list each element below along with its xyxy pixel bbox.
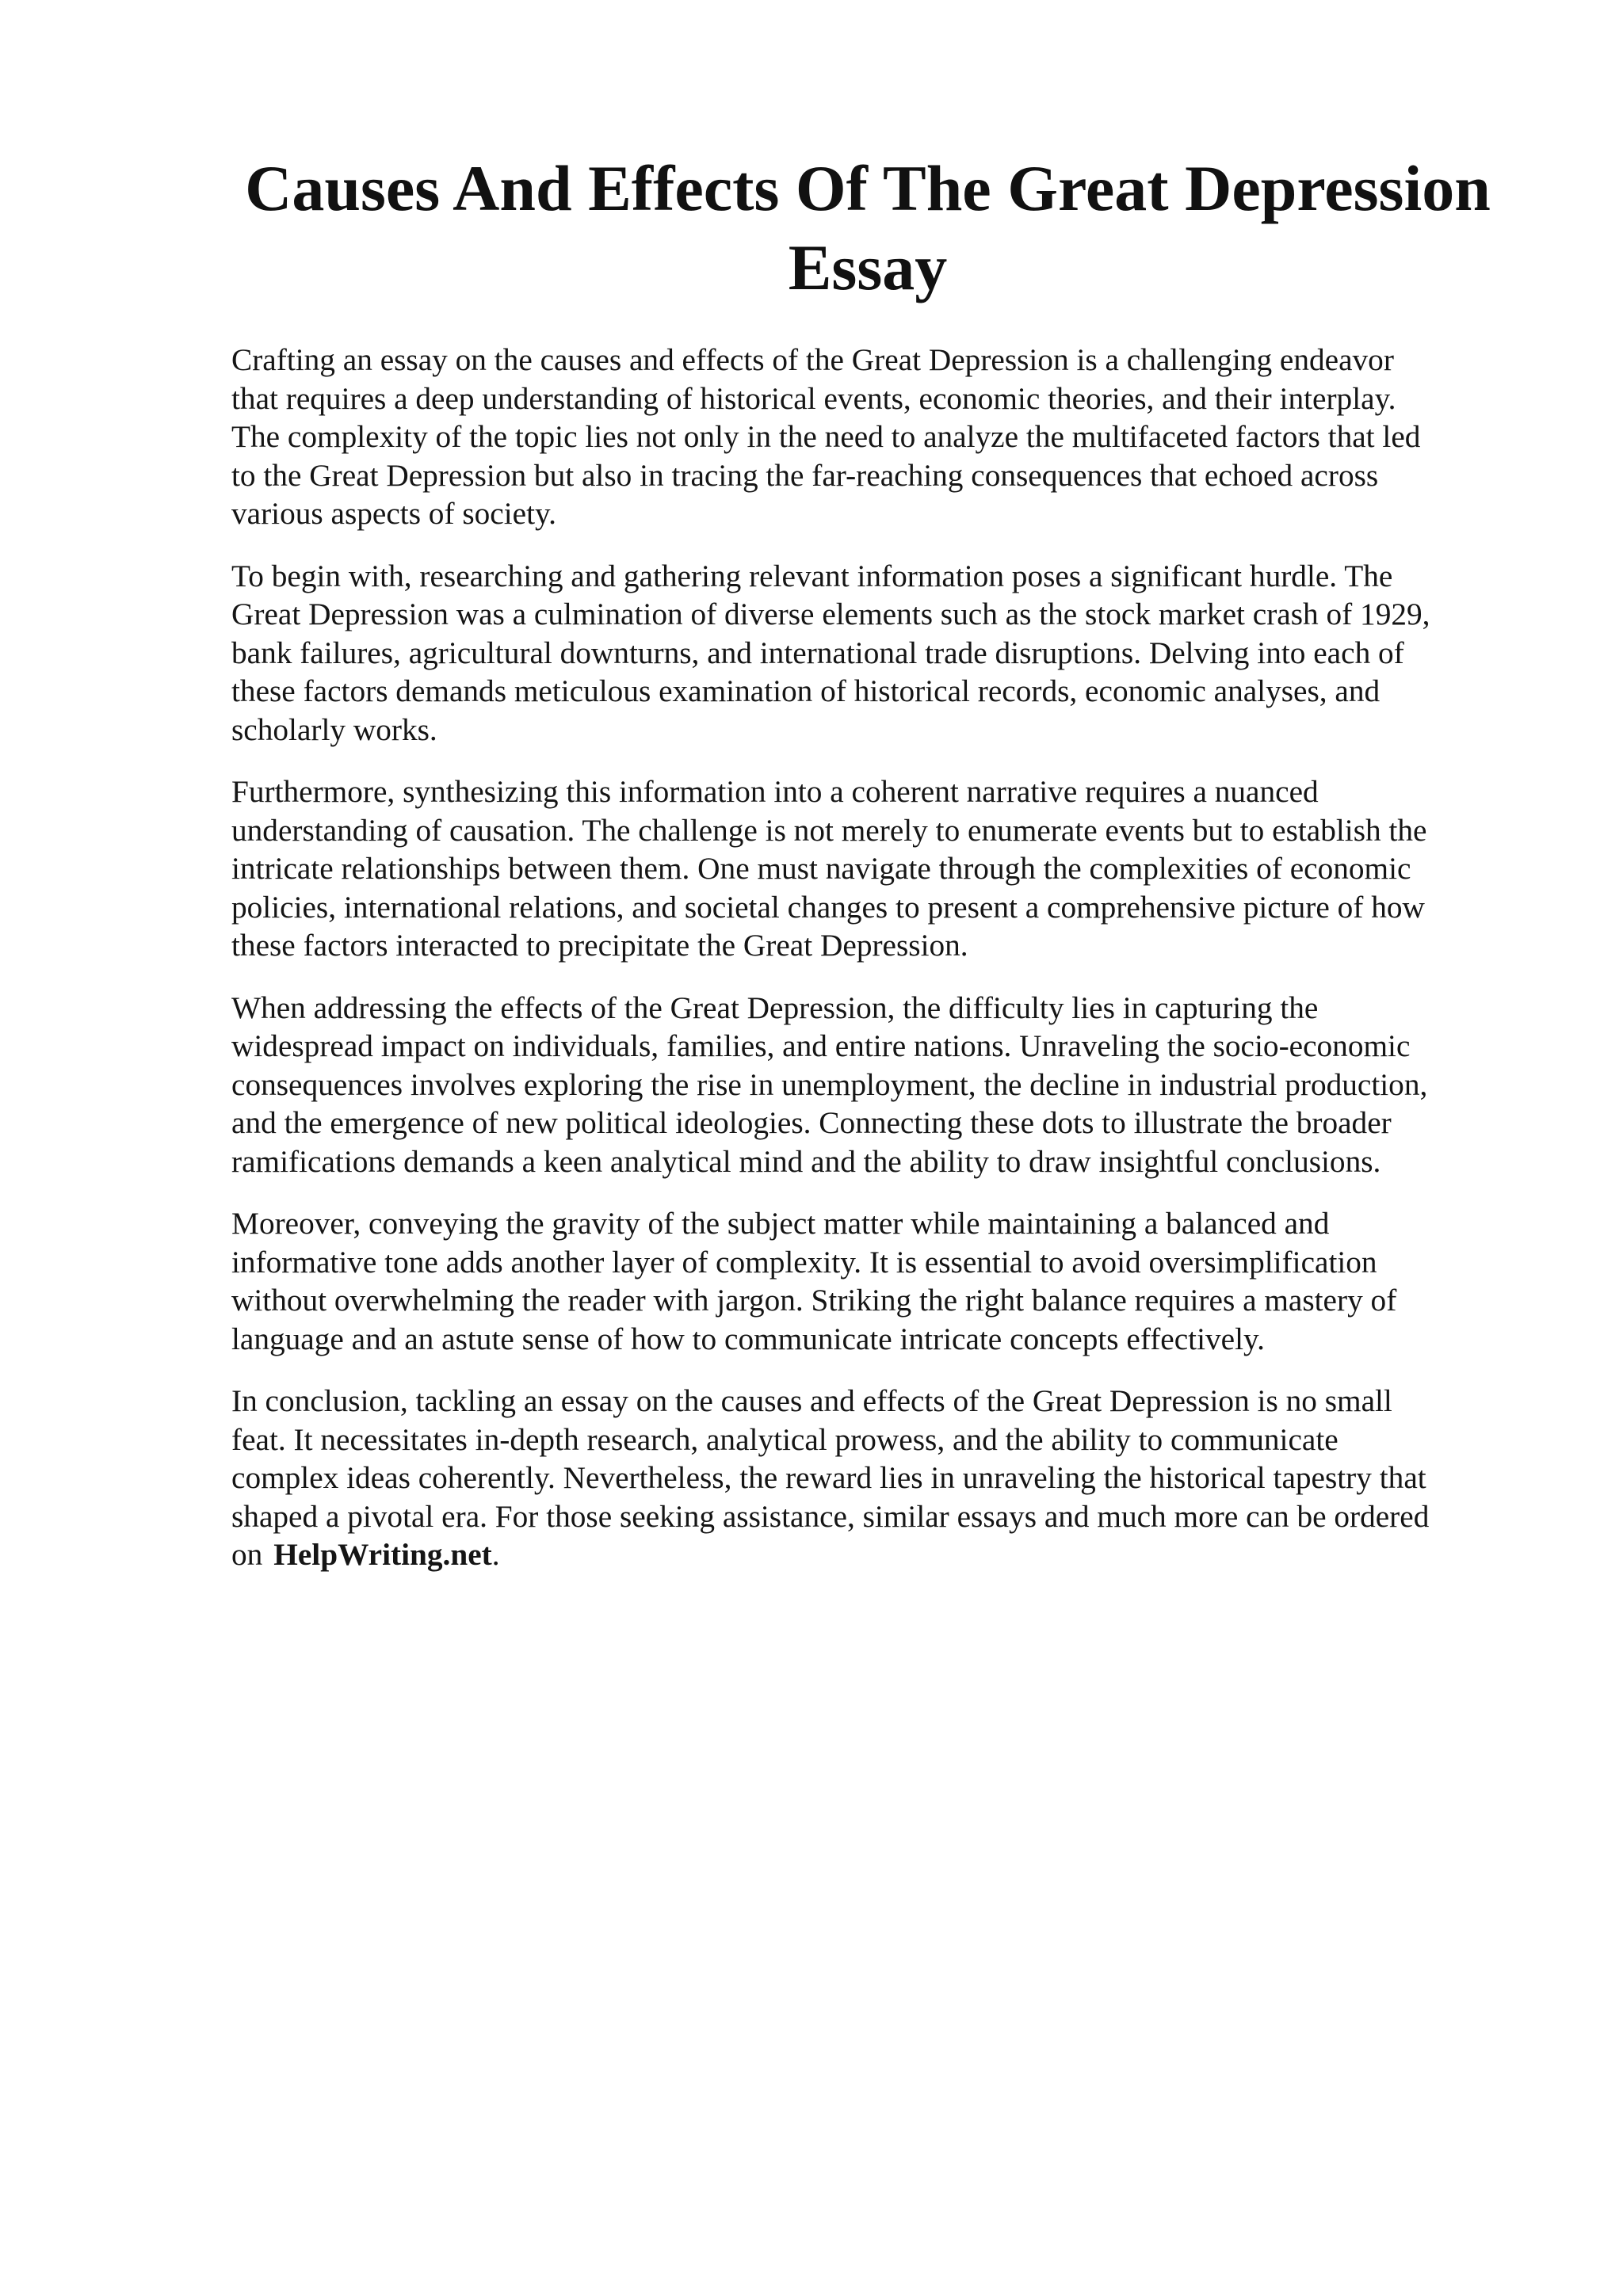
paragraph-line: various aspects of society. (231, 496, 556, 531)
paragraph-6 (231, 1382, 1531, 1574)
paragraph-line: Furthermore, synthesizing this information into a coherent narrative requires a nuanced (231, 774, 1319, 809)
paragraph-line: bank failures, agricultural downturns, and international trade disruptions. Delving into each of (231, 635, 1404, 670)
helpwriting-link[interactable]: HelpWriting.net (273, 1537, 492, 1572)
paragraph-3 (231, 772, 1531, 965)
paragraph-line: When addressing the effects of the Great Depression, the difficulty lies in capturing the (231, 990, 1319, 1025)
paragraph-line: understanding of causation. The challenge is not merely to enumerate events but to establish the (231, 812, 1427, 848)
paragraph-line: scholarly works. (231, 711, 437, 747)
paragraph-4 (231, 989, 1531, 1181)
paragraph-line: Crafting an essay on the causes and effects of the Great Depression is a challenging endeavor (231, 342, 1394, 377)
paragraph-line: widespread impact on individuals, families, and entire nations. Unraveling the socio-economic (231, 1028, 1411, 1063)
paragraph-line: The complexity of the topic lies not only in the need to analyze the multifaceted factors that led (231, 419, 1421, 454)
paragraph-5 (231, 1204, 1531, 1358)
paragraph-line: language and an astute sense of how to communicate intricate concepts effectively. (231, 1321, 1265, 1356)
paragraph-line: these factors interacted to precipitate the Great Depression. (231, 928, 968, 963)
essay-body (231, 341, 1531, 1598)
paragraph-line: these factors demands meticulous examination of historical records, economic analyses, and (231, 673, 1381, 708)
paragraph-line: Great Depression was a culmination of diverse elements such as the stock market crash of 1929, (231, 597, 1430, 631)
paragraph-final-line (231, 1535, 1531, 1574)
paragraph-line: to the Great Depression but also in tracing the far-reaching consequences that echoed across (231, 457, 1379, 493)
paragraph-line: ramifications demands a keen analytical mind and the ability to draw insightful conclusions. (231, 1143, 1381, 1179)
paragraph-line: that requires a deep understanding of historical events, economic theories, and their interplay. (231, 380, 1396, 416)
paragraph-line: complex ideas coherently. Nevertheless, the reward lies in unraveling the historical tapestry that (231, 1460, 1426, 1495)
final-line-suffix: . (491, 1537, 500, 1572)
paragraph-line: Moreover, conveying the gravity of the subject matter while maintaining a balanced and (231, 1206, 1330, 1241)
paragraph-line: intricate relationships between them. One must navigate through the complexities of economic (231, 851, 1411, 886)
paragraph-2 (231, 557, 1531, 749)
document-title: Causes And Effects Of The Great Depression Essay (245, 152, 1491, 303)
paragraph-line: In conclusion, tackling an essay on the causes and effects of the Great Depression is no small (231, 1383, 1392, 1418)
paragraph-line: feat. It necessitates in-depth research, analytical prowess, and the ability to communicate (231, 1421, 1338, 1457)
paragraph-line: shaped a pivotal era. For those seeking assistance, similar essays and much more can be ordered (231, 1498, 1430, 1534)
paragraph-line: and the emergence of new political ideologies. Connecting these dots to illustrate the broader (231, 1105, 1392, 1140)
paragraph-line: To begin with, researching and gathering relevant information poses a significant hurdle. The (231, 558, 1393, 593)
paragraph-1 (231, 341, 1531, 533)
final-line-prefix: on (231, 1537, 263, 1572)
paragraph-line: consequences involves exploring the rise in unemployment, the decline in industrial production, (231, 1066, 1428, 1102)
paragraph-line: without overwhelming the reader with jargon. Striking the right balance requires a mastery of (231, 1283, 1397, 1318)
paragraph-line: policies, international relations, and societal changes to present a comprehensive picture of how (231, 889, 1425, 925)
paragraph-line: informative tone adds another layer of complexity. It is essential to avoid oversimplification (231, 1244, 1377, 1280)
